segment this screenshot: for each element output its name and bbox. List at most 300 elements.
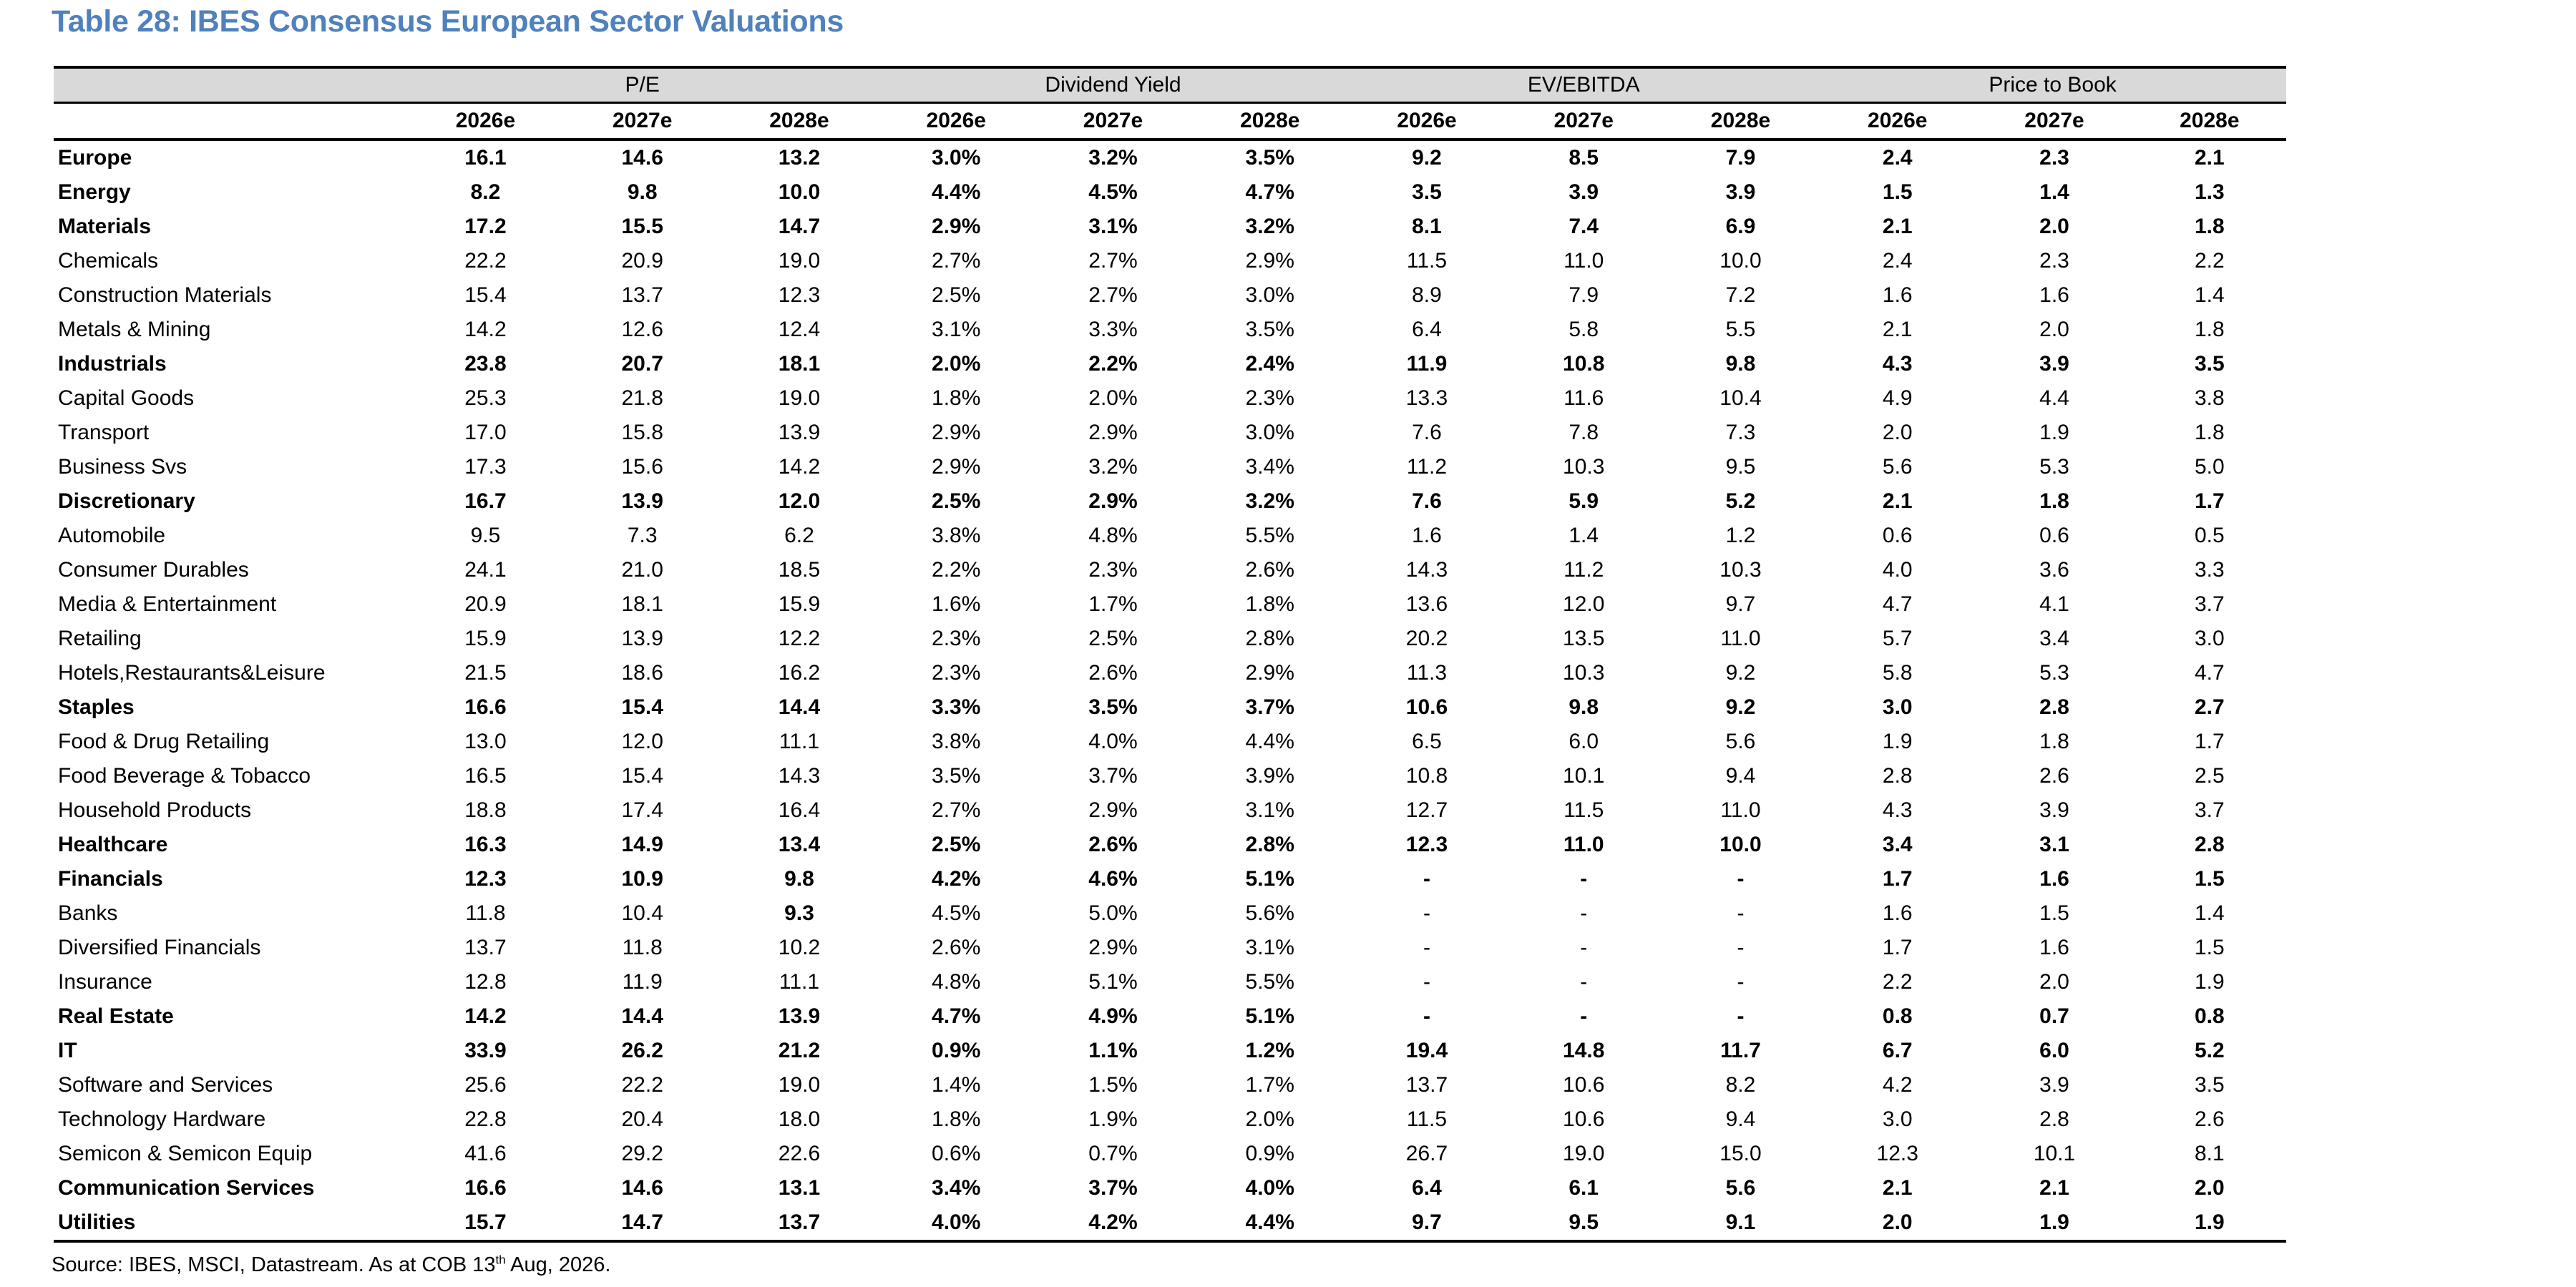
value-cell: 5.8: [1568, 318, 1599, 341]
value-cell: 8.2: [1725, 1073, 1756, 1097]
sector-name: Food Beverage & Tobacco: [58, 764, 311, 788]
value-cell: 9.8: [1568, 695, 1599, 719]
value-cell: 7.6: [1412, 489, 1442, 513]
value-cell: 0.9%: [1245, 1142, 1294, 1165]
value-cell: 19.0: [778, 386, 821, 410]
value-cell: 2.6%: [1088, 833, 1138, 856]
value-cell: 1.8%: [932, 386, 981, 410]
value-cell: 21.5: [464, 661, 507, 685]
value-cell: 5.0%: [1088, 901, 1138, 925]
value-cell: 3.5%: [1245, 146, 1294, 170]
value-cell: 11.5: [1406, 249, 1448, 273]
table-row: [54, 828, 2286, 862]
value-cell: 4.2%: [932, 867, 981, 891]
value-cell: 15.5: [621, 215, 663, 238]
year-header: 2026e: [1348, 103, 1505, 140]
value-cell: 3.0%: [1245, 283, 1294, 307]
sector-name: Communication Services: [58, 1176, 315, 1200]
value-cell: 4.7%: [932, 1004, 981, 1028]
value-cell: 16.6: [464, 1176, 507, 1200]
value-cell: 14.8: [1563, 1039, 1605, 1062]
value-cell: 1.8: [2194, 215, 2225, 238]
value-cell: 0.8: [1882, 1004, 1913, 1028]
table-row: [54, 656, 2286, 690]
value-cell: 8.1: [2194, 1142, 2225, 1165]
value-cell: 4.9%: [1088, 1004, 1138, 1028]
value-cell: 4.9: [1882, 386, 1913, 410]
value-cell: 11.2: [1563, 558, 1604, 582]
value-cell: 4.4%: [1191, 1205, 1348, 1241]
value-cell: 9.5: [470, 524, 501, 547]
sector-name: Capital Goods: [58, 386, 195, 410]
table-row: [54, 175, 2286, 210]
sector-name: Metals & Mining: [58, 318, 211, 341]
sector-name: Automobile: [58, 524, 166, 547]
value-cell: 4.5%: [932, 901, 981, 925]
value-cell: 6.5: [1412, 730, 1442, 753]
value-cell: 11.0: [1563, 249, 1604, 273]
value-cell: 11.1: [779, 730, 820, 753]
value-cell: 3.1%: [1245, 798, 1294, 822]
value-cell: 2.5%: [1088, 627, 1138, 650]
value-cell: 2.0%: [932, 352, 981, 376]
value-cell: 2.3: [2039, 146, 2069, 170]
sector-name: Industrials: [58, 352, 167, 376]
value-cell: 15.9: [464, 627, 507, 650]
value-cell: 33.9: [464, 1039, 507, 1062]
value-cell: 4.7: [1882, 592, 1913, 616]
table-row: [54, 1205, 2286, 1241]
sector-name: Financials: [58, 867, 163, 891]
value-cell: 1.9: [2039, 421, 2069, 444]
value-cell: 2.0: [2194, 1176, 2225, 1200]
value-cell: 1.9%: [1088, 1107, 1138, 1131]
value-cell: 16.4: [778, 798, 821, 822]
value-cell: 3.8: [2194, 386, 2225, 410]
year-header: 2026e: [407, 103, 564, 140]
source-note: [52, 1253, 610, 1277]
sector-name: Semicon & Semicon Equip: [58, 1142, 313, 1165]
value-cell: 10.8: [1405, 764, 1448, 788]
value-cell: 6.4: [1412, 1176, 1442, 1200]
value-cell: 1.5: [2039, 901, 2069, 925]
sector-name: Household Products: [58, 798, 252, 822]
value-cell: 29.2: [621, 1142, 663, 1165]
value-cell: 9.1: [1662, 1205, 1819, 1241]
value-cell: 1.2: [1725, 524, 1756, 547]
value-cell: 8.1: [1412, 215, 1442, 238]
source-text: Source: IBES, MSCI, Datastream. As at COB 13: [52, 1253, 496, 1276]
value-cell: 10.3: [1563, 661, 1605, 685]
value-cell: 2.3: [2039, 249, 2069, 273]
value-cell: 15.0: [1719, 1142, 1762, 1165]
value-cell: 3.5%: [1245, 318, 1294, 341]
value-cell: 4.2%: [1035, 1205, 1191, 1241]
value-cell: -: [1423, 970, 1430, 994]
value-cell: 14.2: [464, 1004, 507, 1028]
sector-name: IT: [58, 1039, 77, 1062]
value-cell: 11.8: [622, 936, 663, 959]
value-cell: 11.9: [622, 970, 663, 994]
value-cell: 4.0%: [878, 1205, 1035, 1241]
value-cell: 9.8: [1725, 352, 1756, 376]
value-cell: 23.8: [464, 352, 507, 376]
value-cell: 15.4: [621, 764, 663, 788]
value-cell: 12.0: [1563, 592, 1605, 616]
value-cell: -: [1737, 867, 1745, 891]
value-cell: 10.1: [2033, 1142, 2076, 1165]
value-cell: 10.8: [1563, 352, 1605, 376]
value-cell: 3.2%: [1088, 455, 1138, 479]
table-row: [54, 244, 2286, 278]
value-cell: 2.1: [1882, 489, 1913, 513]
group-header-dividend-yield: Dividend Yield: [878, 67, 1349, 103]
value-cell: 14.7: [778, 215, 821, 238]
value-cell: 5.1%: [1245, 867, 1294, 891]
value-cell: 9.5: [1506, 1205, 1662, 1241]
value-cell: 3.2%: [1245, 215, 1294, 238]
value-cell: 2.1: [2194, 146, 2225, 170]
value-cell: 2.1: [1882, 215, 1913, 238]
value-cell: 10.6: [1563, 1107, 1605, 1131]
value-cell: -: [1423, 901, 1430, 925]
value-cell: 2.3%: [932, 627, 981, 650]
value-cell: 2.0: [2039, 970, 2069, 994]
value-cell: 2.5%: [932, 489, 981, 513]
value-cell: 11.7: [1720, 1039, 1761, 1062]
sector-name: Consumer Durables: [58, 558, 249, 582]
value-cell: 9.4: [1725, 1107, 1756, 1131]
value-cell: 13.7: [621, 283, 663, 307]
value-cell: 11.2: [1406, 455, 1448, 479]
value-cell: 20.2: [1405, 627, 1448, 650]
value-cell: 5.6: [1725, 1176, 1756, 1200]
value-cell: 3.4%: [932, 1176, 981, 1200]
value-cell: 3.2%: [1088, 146, 1138, 170]
value-cell: 5.1%: [1088, 970, 1138, 994]
table-row: [54, 965, 2286, 999]
value-cell: 2.9%: [1245, 661, 1294, 685]
value-cell: 2.5%: [932, 833, 981, 856]
year-header: 2028e: [721, 103, 877, 140]
value-cell: 2.5: [2194, 764, 2225, 788]
table-row: [54, 313, 2286, 347]
table-title: Table 28: IBES Consensus European Sector Valuations: [52, 4, 844, 39]
table-row: [54, 278, 2286, 313]
value-cell: 6.9: [1725, 215, 1756, 238]
value-cell: 12.7: [1405, 798, 1448, 822]
value-cell: 1.9: [2133, 1205, 2286, 1241]
table-row: [54, 450, 2286, 484]
value-cell: 0.7: [2039, 1004, 2069, 1028]
value-cell: 20.9: [464, 592, 507, 616]
value-cell: 0.9%: [932, 1039, 981, 1062]
value-cell: 14.9: [621, 833, 663, 856]
value-cell: 10.0: [778, 180, 821, 204]
value-cell: 2.4: [1882, 249, 1913, 273]
value-cell: -: [1423, 867, 1430, 891]
value-cell: 3.5%: [932, 764, 981, 788]
value-cell: 3.9: [2039, 1073, 2069, 1097]
value-cell: 1.8: [2194, 421, 2225, 444]
value-cell: 9.7: [1348, 1205, 1505, 1241]
value-cell: 14.4: [778, 695, 821, 719]
value-cell: 1.8: [2039, 730, 2069, 753]
value-cell: 10.4: [621, 901, 663, 925]
table-row: [54, 1137, 2286, 1171]
value-cell: 2.6%: [1245, 558, 1294, 582]
value-cell: 12.3: [1405, 833, 1448, 856]
value-cell: 20.4: [621, 1107, 663, 1131]
value-cell: -: [1423, 936, 1430, 959]
table-row: [54, 725, 2286, 759]
table-row: [54, 999, 2286, 1034]
value-cell: 14.7: [564, 1205, 721, 1241]
value-cell: 2.8: [1882, 764, 1913, 788]
value-cell: 22.6: [778, 1142, 821, 1165]
value-cell: 2.0: [2039, 215, 2069, 238]
year-header: 2027e: [1976, 103, 2132, 140]
value-cell: 3.8%: [932, 524, 981, 547]
value-cell: 0.6%: [932, 1142, 981, 1165]
value-cell: 1.8: [2194, 318, 2225, 341]
value-cell: -: [1580, 901, 1588, 925]
value-cell: 17.2: [464, 215, 507, 238]
value-cell: -: [1737, 1004, 1745, 1028]
table-row: [54, 759, 2286, 793]
value-cell: 8.9: [1412, 283, 1442, 307]
value-cell: 2.3%: [932, 661, 981, 685]
value-cell: 5.0: [2194, 455, 2225, 479]
value-cell: 0.6: [2039, 524, 2069, 547]
value-cell: 6.4: [1412, 318, 1442, 341]
value-cell: 0.8: [2194, 1004, 2225, 1028]
value-cell: 4.3: [1882, 352, 1913, 376]
value-cell: 18.5: [778, 558, 821, 582]
value-cell: 16.1: [464, 146, 507, 170]
table-row: [54, 519, 2286, 553]
value-cell: 16.2: [778, 661, 821, 685]
value-cell: 4.7%: [1245, 180, 1294, 204]
value-cell: 2.0: [1819, 1205, 1976, 1241]
value-cell: 10.6: [1563, 1073, 1605, 1097]
value-cell: 2.6: [2194, 1107, 2225, 1131]
sector-name: Insurance: [58, 970, 152, 994]
value-cell: 2.0: [1882, 421, 1913, 444]
value-cell: 2.7: [2194, 695, 2225, 719]
value-cell: 10.3: [1719, 558, 1762, 582]
value-cell: 0.6: [1882, 524, 1913, 547]
value-cell: 2.3%: [1245, 386, 1294, 410]
value-cell: 2.9%: [1088, 421, 1138, 444]
value-cell: 1.5%: [1088, 1073, 1138, 1097]
value-cell: 2.7%: [932, 798, 981, 822]
value-cell: 15.4: [464, 283, 507, 307]
value-cell: 2.9%: [1088, 936, 1138, 959]
value-cell: 8.5: [1568, 146, 1599, 170]
value-cell: 1.8%: [1245, 592, 1294, 616]
value-cell: 5.7: [1882, 627, 1913, 650]
value-cell: 25.3: [464, 386, 507, 410]
value-cell: 1.4: [2194, 283, 2225, 307]
value-cell: 3.1: [2039, 833, 2069, 856]
value-cell: 11.5: [1563, 798, 1604, 822]
value-cell: 14.2: [464, 318, 507, 341]
value-cell: -: [1580, 867, 1588, 891]
value-cell: 17.0: [464, 421, 507, 444]
value-cell: 1.4: [2039, 180, 2069, 204]
year-header: 2027e: [1035, 103, 1191, 140]
value-cell: 3.4: [2039, 627, 2069, 650]
value-cell: 5.5%: [1245, 970, 1294, 994]
year-header: 2028e: [2133, 103, 2286, 140]
value-cell: 3.4: [1882, 833, 1913, 856]
value-cell: 26.7: [1405, 1142, 1448, 1165]
value-cell: 19.0: [1563, 1142, 1605, 1165]
value-cell: 2.6: [2039, 764, 2069, 788]
table-row: [54, 896, 2286, 931]
table-row: [54, 690, 2286, 725]
value-cell: 6.0: [1568, 730, 1599, 753]
value-cell: 6.1: [1568, 1176, 1599, 1200]
value-cell: 12.2: [778, 627, 821, 650]
value-cell: 7.3: [627, 524, 658, 547]
value-cell: 1.6%: [932, 592, 981, 616]
value-cell: 14.4: [621, 1004, 663, 1028]
value-cell: 2.8: [2039, 1107, 2069, 1131]
value-cell: 4.4%: [932, 180, 981, 204]
value-cell: 5.8: [1882, 661, 1913, 685]
year-corner-cell: [54, 103, 407, 140]
value-cell: 7.9: [1568, 283, 1599, 307]
value-cell: 2.9%: [932, 215, 981, 238]
value-cell: 19.0: [778, 1073, 821, 1097]
value-cell: 9.8: [784, 867, 814, 891]
year-header: 2027e: [564, 103, 721, 140]
table-row: [54, 1068, 2286, 1102]
value-cell: 3.3%: [1088, 318, 1138, 341]
value-cell: 3.0%: [1245, 421, 1294, 444]
value-cell: 12.0: [621, 730, 663, 753]
value-cell: 9.2: [1725, 695, 1756, 719]
table-row: [54, 553, 2286, 587]
table-row: [54, 622, 2286, 656]
sector-name: Hotels,Restaurants&Leisure: [58, 661, 326, 685]
value-cell: 1.5: [2194, 867, 2225, 891]
value-cell: 12.8: [464, 970, 507, 994]
value-cell: 15.6: [621, 455, 663, 479]
value-cell: 1.7%: [1245, 1073, 1294, 1097]
value-cell: 3.0: [1882, 695, 1913, 719]
value-cell: 4.1: [2039, 592, 2069, 616]
value-cell: 3.0: [1882, 1107, 1913, 1131]
value-cell: 18.8: [464, 798, 507, 822]
value-cell: 24.1: [464, 558, 507, 582]
value-cell: 13.0: [464, 730, 507, 753]
value-cell: 15.8: [621, 421, 663, 444]
table-row: [54, 793, 2286, 828]
table-row: [54, 931, 2286, 965]
value-cell: 3.6: [2039, 558, 2069, 582]
value-cell: 2.5%: [932, 283, 981, 307]
value-cell: 5.3: [2039, 455, 2069, 479]
value-cell: 10.4: [1719, 386, 1762, 410]
value-cell: 13.9: [621, 627, 663, 650]
value-cell: 13.6: [1405, 592, 1448, 616]
table-row: [54, 587, 2286, 622]
year-header: 2027e: [1506, 103, 1662, 140]
value-cell: 2.0%: [1088, 386, 1138, 410]
value-cell: -: [1580, 970, 1588, 994]
value-cell: 1.9: [1976, 1205, 2132, 1241]
value-cell: 2.7%: [1088, 249, 1138, 273]
value-cell: 9.2: [1412, 146, 1442, 170]
value-cell: 11.1: [779, 970, 820, 994]
value-cell: 3.8%: [932, 730, 981, 753]
value-cell: 10.2: [778, 936, 821, 959]
sector-name: Healthcare: [58, 833, 168, 856]
value-cell: 4.3: [1882, 798, 1913, 822]
value-cell: 3.0%: [932, 146, 981, 170]
value-cell: 3.0: [2194, 627, 2225, 650]
value-cell: 11.3: [1406, 661, 1448, 685]
value-cell: 14.3: [1405, 558, 1448, 582]
value-cell: 13.7: [721, 1205, 877, 1241]
value-cell: 20.9: [621, 249, 663, 273]
value-cell: 22.2: [464, 249, 507, 273]
value-cell: 1.7: [2194, 730, 2225, 753]
sector-name: Software and Services: [58, 1073, 273, 1097]
value-cell: 3.7: [2194, 592, 2225, 616]
value-cell: -: [1737, 901, 1745, 925]
value-cell: 4.0%: [1088, 730, 1138, 753]
value-cell: 3.9: [1725, 180, 1756, 204]
sector-name: Real Estate: [58, 1004, 174, 1028]
value-cell: 4.0: [1882, 558, 1913, 582]
value-cell: 11.9: [1406, 352, 1448, 376]
value-cell: 18.1: [778, 352, 821, 376]
value-cell: 1.4: [2194, 901, 2225, 925]
value-cell: 14.6: [621, 146, 663, 170]
sector-name: Media & Entertainment: [58, 592, 277, 616]
value-cell: 3.1%: [932, 318, 981, 341]
sector-name: Staples: [58, 695, 135, 719]
sector-name: Technology Hardware: [58, 1107, 266, 1131]
value-cell: 12.4: [778, 318, 821, 341]
value-cell: -: [1580, 936, 1588, 959]
value-cell: 4.4%: [1245, 730, 1294, 753]
value-cell: 2.9%: [932, 455, 981, 479]
group-header-price-to-book: Price to Book: [1819, 67, 2286, 103]
value-cell: 3.7%: [1088, 1176, 1138, 1200]
value-cell: 13.4: [778, 833, 821, 856]
value-cell: 5.6%: [1245, 901, 1294, 925]
value-cell: 1.4%: [932, 1073, 981, 1097]
value-cell: 4.2: [1882, 1073, 1913, 1097]
value-cell: 13.2: [778, 146, 821, 170]
value-cell: 2.8%: [1245, 627, 1294, 650]
value-cell: 1.6: [2039, 283, 2069, 307]
value-cell: 2.2: [2194, 249, 2225, 273]
value-cell: 10.0: [1719, 249, 1762, 273]
value-cell: 11.8: [465, 901, 506, 925]
sector-name: Materials: [58, 215, 152, 238]
source-suffix: Aug, 2026.: [505, 1253, 611, 1276]
value-cell: 14.6: [621, 1176, 663, 1200]
value-cell: 1.7: [1882, 867, 1913, 891]
value-cell: 12.3: [1876, 1142, 1918, 1165]
value-cell: 3.9%: [1245, 764, 1294, 788]
